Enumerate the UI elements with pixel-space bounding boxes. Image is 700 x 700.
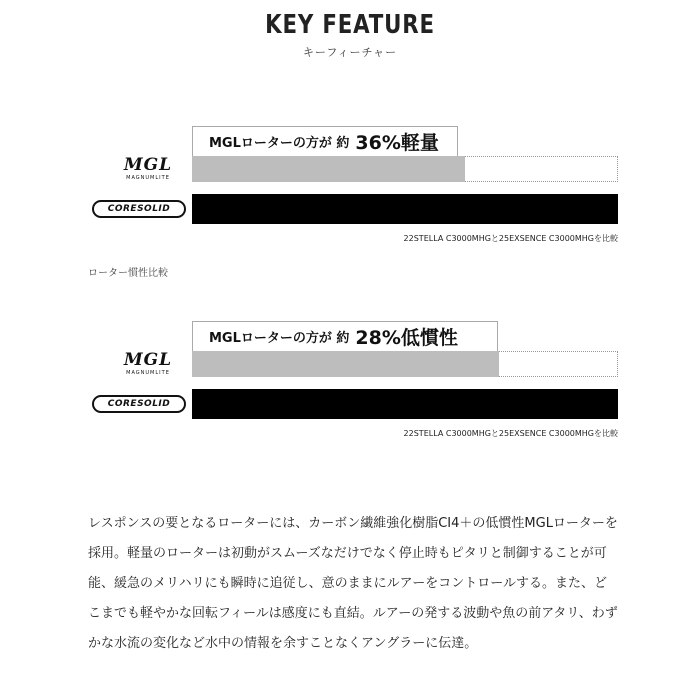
mgl-logo-text: MGL — [123, 350, 173, 370]
callout-prefix: MGLローターの方が 約 — [209, 331, 350, 346]
coresolid-bar — [192, 389, 618, 419]
comparison-note: 22STELLA C3000MHGと25EXSENCE C3000MHGを比較 — [403, 429, 618, 438]
mgl-logo-subtext: MAGNUMLITE — [126, 175, 170, 181]
mgl-logo-text: MGL — [123, 155, 173, 175]
mgl-bar — [192, 156, 465, 182]
callout-box — [192, 321, 498, 351]
coresolid-logo: CORESOLID — [92, 200, 186, 218]
coresolid-logo: CORESOLID — [92, 395, 186, 413]
mgl-logo — [110, 156, 186, 184]
callout-value: 36%軽量 — [355, 132, 439, 154]
coresolid-bar — [192, 194, 618, 224]
mgl-logo-subtext: MAGNUMLITE — [126, 370, 170, 376]
comparison-note: 22STELLA C3000MHGと25EXSENCE C3000MHGを比較 — [403, 234, 618, 243]
callout-prefix: MGLローターの方が 約 — [209, 136, 350, 151]
callout-value: 28%低慣性 — [355, 327, 458, 349]
section-label: ローター慣性比較 — [88, 268, 168, 279]
description-text: レスポンスの要となるローターには、カーボン繊維強化樹脂CI4＋の低慣性MGLローターを採用。軽量のローターは初動がスムーズなだけでなく停止時もピタリと制御することが可能、緩急のメリハリにも瞬時に追従し、意のままにルアーをコントロールする。また、どこまでも軽やかな回転フィールは感度にも直結。ルアーの発する波動や魚の前アタリ、わずかな水流の変化など水中の情報を余すことなくアングラーに伝達。 — [88, 516, 618, 651]
page-title: KEY FEATURE — [265, 10, 435, 40]
mgl-logo — [110, 351, 186, 379]
mgl-bar — [192, 351, 499, 377]
callout-box — [192, 126, 458, 156]
page-subtitle: キーフィーチャー — [302, 46, 398, 59]
